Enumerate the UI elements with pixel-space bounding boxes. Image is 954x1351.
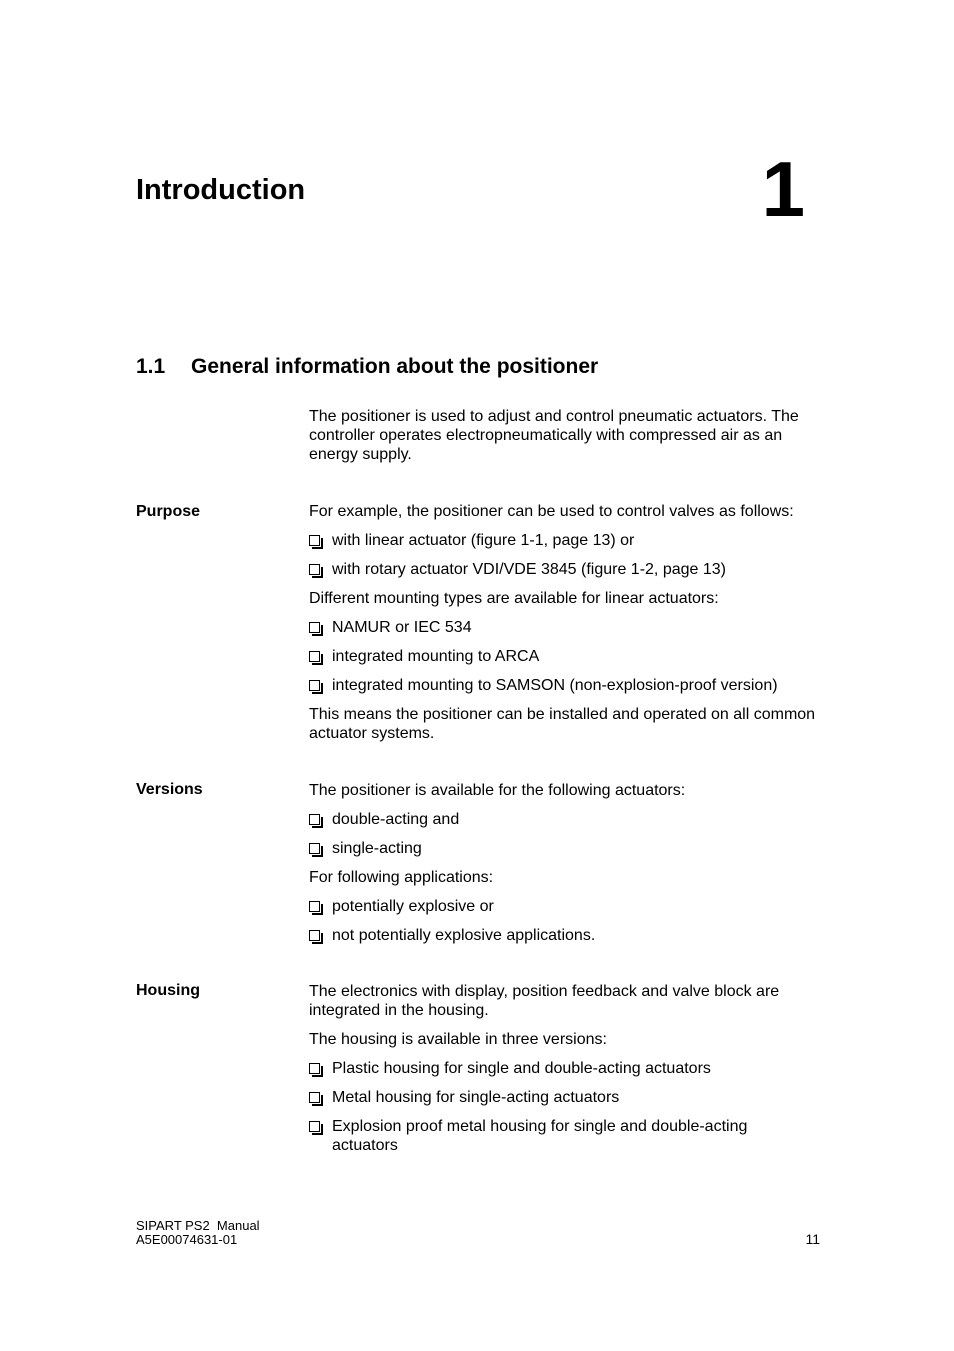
checkbox-icon bbox=[309, 814, 320, 825]
purpose-para-3: This means the positioner can be installed and operated on all common actuator systems. bbox=[309, 706, 816, 742]
bullet-text: potentially explosive or bbox=[332, 898, 494, 915]
intro-paragraph: The positioner is used to adjust and control pneumatic actuators. The controller operates electropneumatically with compressed air as an energy supply. bbox=[309, 408, 799, 463]
versions-bullet-2 bbox=[309, 839, 824, 858]
checkbox-icon bbox=[309, 564, 320, 575]
checkbox-icon bbox=[309, 1121, 320, 1132]
bullet-text: Explosion proof metal housing for single and double-acting actuators bbox=[332, 1118, 748, 1154]
housing-para-2: The housing is available in three versions: bbox=[309, 1031, 607, 1048]
purpose-bullet-4 bbox=[309, 647, 824, 666]
checkbox-icon bbox=[309, 930, 320, 941]
housing-label: Housing bbox=[136, 982, 200, 999]
checkbox-icon bbox=[309, 901, 320, 912]
chapter-number: 1 bbox=[761, 145, 805, 233]
housing-para-1: The electronics with display, position feedback and valve block are integrated in the housing. bbox=[309, 983, 780, 1019]
bullet-text: NAMUR or IEC 534 bbox=[332, 619, 472, 636]
housing-bullet-3 bbox=[309, 1117, 777, 1155]
section-heading bbox=[136, 355, 598, 379]
purpose-bullet-3 bbox=[309, 618, 824, 637]
footer bbox=[136, 1219, 260, 1247]
footer-doc-number: A5E00074631-01 bbox=[136, 1232, 238, 1247]
bullet-text: with linear actuator (figure 1-1, page 13) or bbox=[332, 532, 635, 549]
footer-manual-title: SIPART PS2 Manual bbox=[136, 1218, 260, 1233]
bullet-text: not potentially explosive applications. bbox=[332, 927, 596, 944]
versions-bullet-1 bbox=[309, 810, 824, 829]
section-number: 1.1 bbox=[136, 355, 166, 378]
checkbox-icon bbox=[309, 622, 320, 633]
housing-bullet-2 bbox=[309, 1088, 824, 1107]
bullet-text: single-acting bbox=[332, 840, 422, 857]
checkbox-icon bbox=[309, 1092, 320, 1103]
versions-para-2: For following applications: bbox=[309, 869, 494, 886]
versions-para-1: The positioner is available for the following actuators: bbox=[309, 782, 686, 799]
purpose-bullet-1 bbox=[309, 531, 824, 550]
housing-block bbox=[309, 982, 824, 1155]
checkbox-icon bbox=[309, 1063, 320, 1074]
versions-bullet-4 bbox=[309, 926, 824, 945]
purpose-label: Purpose bbox=[136, 503, 201, 520]
purpose-para-2: Different mounting types are available for linear actuators: bbox=[309, 590, 719, 607]
section-title: General information about the positioner bbox=[191, 355, 599, 378]
checkbox-icon bbox=[309, 843, 320, 854]
bullet-text: with rotary actuator VDI/VDE 3845 (figure 1-2, page 13) bbox=[332, 561, 726, 578]
bullet-text: Metal housing for single-acting actuators bbox=[332, 1089, 620, 1106]
page-number: 11 bbox=[805, 1231, 820, 1247]
checkbox-icon bbox=[309, 680, 320, 691]
purpose-block bbox=[309, 502, 824, 743]
bullet-text: Plastic housing for single and double-acting actuators bbox=[332, 1060, 711, 1077]
checkbox-icon bbox=[309, 535, 320, 546]
bullet-text: integrated mounting to SAMSON (non-explosion-proof version) bbox=[332, 677, 778, 694]
housing-bullet-1 bbox=[309, 1059, 824, 1078]
bullet-text: integrated mounting to ARCA bbox=[332, 648, 540, 665]
chapter-title: Introduction bbox=[136, 174, 306, 206]
purpose-bullet-5 bbox=[309, 676, 824, 695]
versions-block bbox=[309, 781, 824, 945]
purpose-para-1: For example, the positioner can be used to control valves as follows: bbox=[309, 503, 794, 520]
bullet-text: double-acting and bbox=[332, 811, 460, 828]
checkbox-icon bbox=[309, 651, 320, 662]
versions-bullet-3 bbox=[309, 897, 824, 916]
versions-label: Versions bbox=[136, 781, 203, 798]
purpose-bullet-2 bbox=[309, 560, 824, 579]
